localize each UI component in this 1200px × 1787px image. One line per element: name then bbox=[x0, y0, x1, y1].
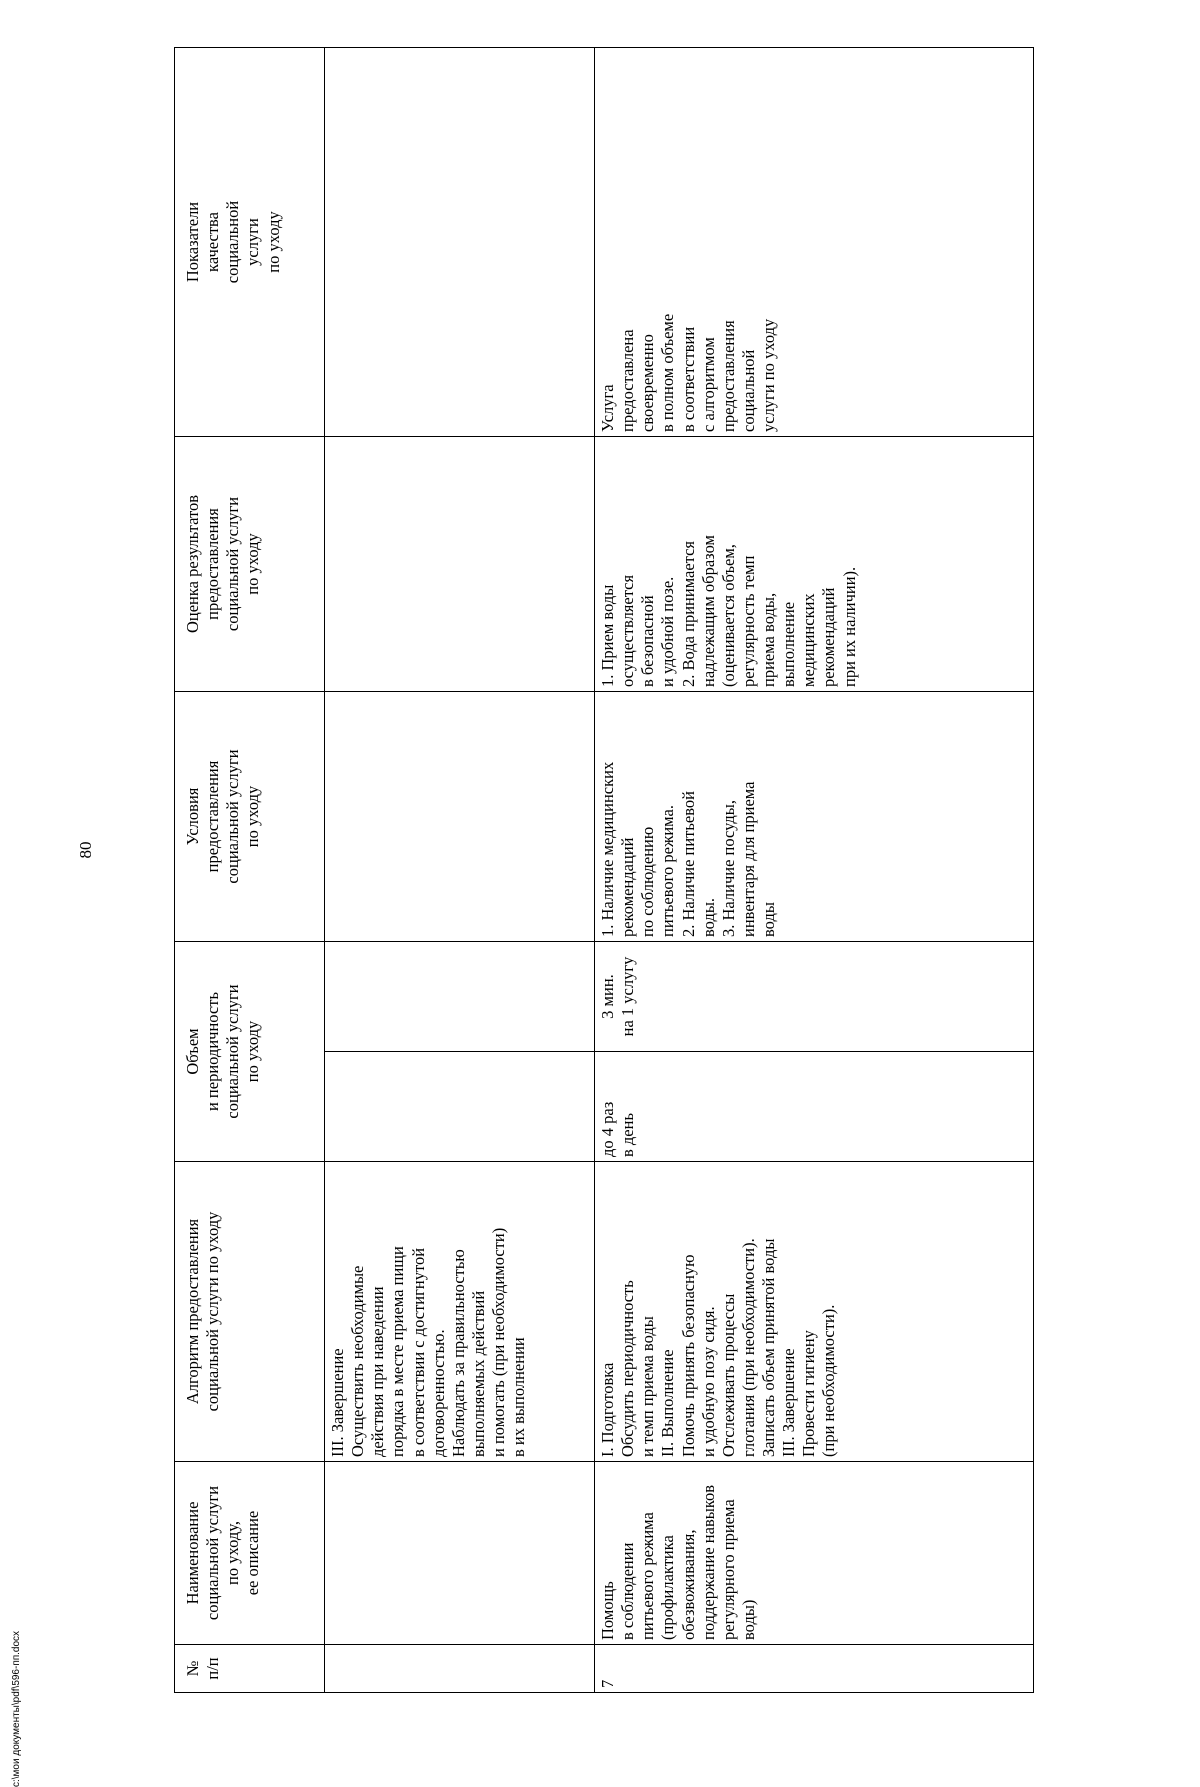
cell-text-line: действия при наведении bbox=[368, 1286, 388, 1457]
cell-text-line: и удобную позу сидя. bbox=[698, 1306, 718, 1457]
header-name bbox=[175, 1462, 325, 1645]
cell-text-line: обезвоживания, bbox=[678, 1529, 698, 1640]
header-algorithm bbox=[175, 1162, 325, 1462]
cell-text-line: 1. Прием воды bbox=[598, 584, 617, 687]
cell-text-line: ее описание bbox=[243, 1510, 263, 1596]
cell-text-line: Показатели bbox=[183, 201, 202, 283]
cell-text-line: социальной услуги bbox=[203, 1485, 223, 1621]
header-volume bbox=[175, 942, 325, 1162]
page-number: 80 bbox=[76, 841, 95, 859]
cell-text-line: Наблюдать за правильностью bbox=[448, 1249, 468, 1457]
cell-text-line: в безопасной bbox=[638, 595, 658, 687]
cell-text-line: Записать объем принятой воды bbox=[759, 1238, 778, 1457]
row1-evaluation bbox=[325, 437, 595, 692]
cell-text-line: в соблюдении bbox=[618, 1542, 638, 1640]
cell-text-line: воды. bbox=[698, 897, 718, 937]
row1-num bbox=[325, 1645, 595, 1693]
cell-text-line: предоставления bbox=[203, 760, 223, 873]
row1-duration bbox=[325, 942, 595, 1052]
cell-text-line: социальной услуги bbox=[223, 749, 243, 884]
cell-text-line: воды) bbox=[738, 1599, 758, 1640]
cell-text-line: I. Подготовка bbox=[598, 1362, 617, 1457]
cell-text-line: Услуга bbox=[598, 384, 617, 432]
cell-text-line: Оценка результатов bbox=[183, 494, 202, 634]
cell-text-line: Условия bbox=[183, 787, 202, 846]
cell-text-line: Алгоритм предоставления bbox=[183, 1218, 202, 1405]
cell-text-line: III. Завершение bbox=[328, 1348, 347, 1457]
header-evaluation bbox=[175, 437, 325, 692]
cell-text-line: социальной bbox=[223, 200, 243, 284]
cell-text-line: и темп приема воды bbox=[638, 1316, 658, 1457]
row1-conditions bbox=[325, 692, 595, 942]
row2-algorithm bbox=[595, 1162, 1034, 1462]
cell-text-line: Отслеживать процессы bbox=[718, 1293, 738, 1457]
cell-text-line: Помощь bbox=[598, 1581, 617, 1640]
cell-text-line: и периодичность bbox=[203, 991, 223, 1112]
cell-text-line: рекомендаций bbox=[618, 837, 638, 937]
row1-quality bbox=[325, 48, 595, 437]
cell-text-line: в соответствии с достигнутой bbox=[408, 1247, 428, 1457]
cell-text-line: осуществляется bbox=[618, 574, 638, 687]
cell-text-line: 3. Наличие посуды, bbox=[718, 800, 738, 937]
cell-text-line: по уходу, bbox=[223, 1521, 243, 1585]
cell-text-line: в соответствии bbox=[678, 326, 698, 432]
cell-text-line: на 1 услугу bbox=[618, 956, 638, 1037]
cell-text-line: поддержание навыков bbox=[698, 1484, 718, 1640]
cell-text-line: до 4 раз bbox=[598, 1101, 617, 1157]
cell-text-line: услуги по уходу bbox=[759, 318, 778, 432]
cell-text-line: по уходу bbox=[243, 533, 263, 595]
row1-frequency bbox=[325, 1052, 595, 1162]
cell-text-line: III. Завершение bbox=[779, 1348, 799, 1457]
cell-text-line: предоставления bbox=[718, 320, 738, 432]
cell-text-line: глотания (при необходимости). bbox=[738, 1238, 758, 1457]
cell-text-line: социальной услуги bbox=[223, 984, 243, 1119]
cell-text-line: Объем bbox=[183, 1028, 202, 1075]
row2-num: 7 bbox=[595, 1645, 1034, 1693]
row2-name bbox=[595, 1462, 1034, 1645]
cell-text-line: и удобной позе. bbox=[658, 576, 678, 687]
cell-text-line: по уходу bbox=[243, 785, 263, 848]
cell-text-line: Наименование bbox=[183, 1501, 202, 1605]
cell-text-line: по уходу bbox=[243, 1020, 263, 1083]
cell-text-line: медицинских bbox=[799, 593, 819, 687]
cell-text-line: по уходу bbox=[263, 211, 283, 273]
cell-text-line: договоренностью. bbox=[428, 1329, 448, 1457]
header-num bbox=[175, 1645, 325, 1693]
cell-text-line: (оценивается объем, bbox=[718, 544, 738, 687]
cell-text-line: № bbox=[183, 1660, 202, 1677]
cell-text-line: регулярного приема bbox=[718, 1499, 738, 1640]
row2-frequency bbox=[595, 1052, 1034, 1162]
cell-text-line: (профилактика bbox=[658, 1535, 678, 1640]
cell-text-line: социальной услуги по уходу bbox=[203, 1211, 223, 1412]
care-services-table bbox=[174, 47, 1034, 1693]
row2-duration bbox=[595, 942, 1034, 1052]
cell-text-line: питьевого режима bbox=[638, 1512, 658, 1640]
cell-text-line: услуги bbox=[243, 218, 263, 266]
table-header-row bbox=[175, 48, 325, 1693]
row2-conditions bbox=[595, 692, 1034, 942]
cell-text-line: Провести гигиену bbox=[799, 1330, 819, 1457]
cell-text-line: своевременно bbox=[638, 334, 658, 432]
cell-text-line: надлежащим образом bbox=[698, 535, 718, 687]
cell-text-line: по соблюдению bbox=[638, 826, 658, 937]
row2-evaluation bbox=[595, 437, 1034, 692]
table-row bbox=[595, 48, 1034, 1693]
table-row bbox=[325, 48, 595, 1693]
row2-quality bbox=[595, 48, 1034, 437]
cell-text-line: 2. Наличие питьевой bbox=[678, 790, 698, 937]
cell-text-line: социальной bbox=[738, 349, 758, 432]
cell-text-line: с алгоритмом bbox=[698, 337, 718, 432]
cell-text-line: Осуществить необходимые bbox=[348, 1265, 368, 1457]
cell-text-line: рекомендаций bbox=[819, 587, 839, 687]
row1-algorithm bbox=[325, 1162, 595, 1462]
care-services-table-rotated bbox=[174, 48, 1034, 1693]
cell-text-line: 3 мин. bbox=[598, 974, 617, 1019]
cell-text-line: предоставления bbox=[203, 508, 223, 620]
cell-text-line: качества bbox=[203, 212, 223, 272]
row1-name bbox=[325, 1462, 595, 1645]
cell-text-line: 1. Наличие медицинских bbox=[598, 761, 617, 937]
cell-text-line: (при необходимости). bbox=[819, 1304, 839, 1457]
cell-text-line: порядка в месте приема пищи bbox=[388, 1246, 408, 1457]
cell-text-line: и помогать (при необходимости) bbox=[489, 1227, 508, 1457]
cell-text-line: II. Выполнение bbox=[658, 1349, 678, 1457]
cell-text-line: п/п bbox=[203, 1657, 223, 1680]
cell-text-line: в полном объеме bbox=[658, 313, 678, 432]
cell-text-line: в день bbox=[618, 1113, 638, 1157]
cell-text-line: 2. Вода принимается bbox=[678, 541, 698, 687]
cell-text-line: приема воды, bbox=[759, 592, 778, 687]
cell-text-line: при их наличии). bbox=[839, 566, 859, 687]
cell-text-line: регулярность темп bbox=[738, 555, 758, 687]
cell-text-line: социальной услуги bbox=[223, 496, 243, 632]
cell-text-line: Помочь принять безопасную bbox=[678, 1254, 698, 1457]
cell-text-line: питьевого режима. bbox=[658, 805, 678, 937]
cell-text-line: Обсудить периодичность bbox=[618, 1280, 638, 1457]
cell-text-line: в их выполнении bbox=[509, 1337, 529, 1457]
cell-text-line: воды bbox=[759, 902, 778, 937]
cell-text-line: предоставлена bbox=[618, 329, 638, 432]
cell-text-line: выполняемых действий bbox=[468, 1290, 488, 1457]
header-conditions bbox=[175, 692, 325, 942]
cell-text-line: инвентаря для приема bbox=[738, 781, 758, 937]
file-path-footer: c:\мои документы\pdf\596-пп.docx bbox=[11, 1630, 22, 1787]
header-quality bbox=[175, 48, 325, 437]
cell-text-line: выполнение bbox=[779, 601, 799, 687]
